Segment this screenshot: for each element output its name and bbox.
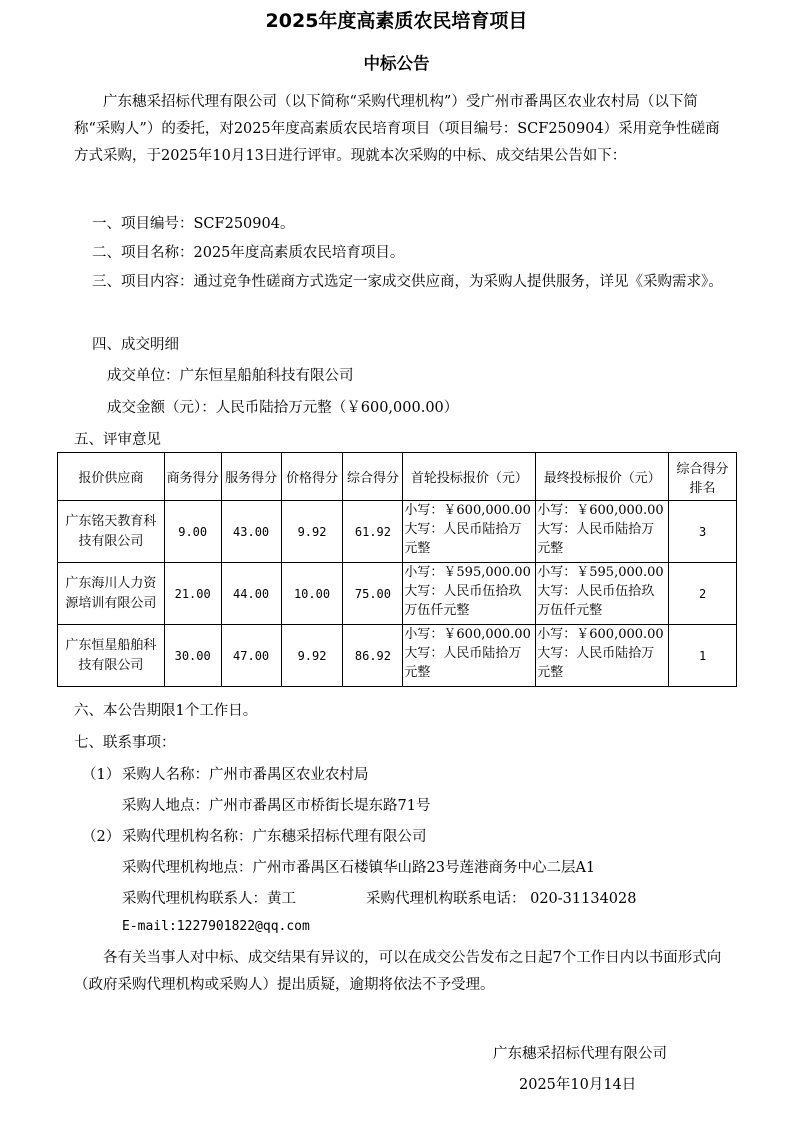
header-supplier: 报价供应商 — [58, 453, 165, 501]
final-bid-big: 大写：人民币陆拾万元整 — [537, 646, 655, 680]
objection-paragraph: 各有关当事人对中标、成交结果有异议的，可以在成交公告发布之日起7个工作日内以书面形式向（政府采购代理机构或采购人）提出质疑，逾期将依法不予受理。 — [74, 950, 722, 993]
rank-cell: 3 — [669, 501, 737, 563]
header-price-score: 价格得分 — [281, 453, 343, 501]
service-score-cell: 43.00 — [221, 501, 281, 563]
first-bid-small: 小写：￥595,000.00 — [404, 565, 531, 580]
table-row — [58, 625, 737, 687]
price-score-cell: 10.00 — [281, 563, 343, 625]
table-header-row — [58, 453, 737, 501]
section-evaluation: 五、评审意见 — [74, 432, 161, 448]
supplier-cell: 广东海川人力资源培训有限公司 — [58, 563, 165, 625]
section-notice-period: 六、本公告期限1个工作日。 — [74, 703, 258, 719]
contact-item-2-label: （2） — [82, 829, 121, 845]
evaluation-table — [57, 452, 737, 687]
deal-unit: 成交单位：广东恒星船舶科技有限公司 — [107, 368, 354, 384]
supplier-cell: 广东恒星船舶科技有限公司 — [58, 625, 165, 687]
final-bid-cell — [536, 501, 669, 563]
header-first-bid: 首轮投标报价（元） — [403, 453, 536, 501]
first-bid-cell — [403, 563, 536, 625]
table-row — [58, 563, 737, 625]
purchaser-name: 采购人名称：广州市番禺区农业农村局 — [122, 767, 369, 783]
final-bid-small: 小写：￥595,000.00 — [537, 565, 664, 580]
section-deal-details: 四、成交明细 — [92, 337, 179, 353]
business-score-cell: 30.00 — [164, 625, 221, 687]
agency-email: E-mail:1227901822@qq.com — [122, 919, 310, 934]
total-score-cell: 75.00 — [343, 563, 403, 625]
section-project-number: 一、项目编号：SCF250904。 — [92, 216, 295, 232]
first-bid-big: 大写：人民币陆拾万元整 — [404, 522, 522, 556]
price-score-cell: 9.92 — [281, 501, 343, 563]
final-bid-small: 小写：￥600,000.00 — [537, 503, 664, 518]
service-score-cell: 47.00 — [221, 625, 281, 687]
header-service-score: 服务得分 — [221, 453, 281, 501]
section-contact: 七、联系事项： — [74, 735, 176, 751]
intro-paragraph: 广东穗采招标代理有限公司（以下简称“采购代理机构”）受广州市番禺区农业农村局（以下简称“采购人”）的委托，对2025年度高素质农民培育项目（项目编号：SCF250904）采用竞争性磋商方式采购，于2025年10月13日进行评审。现就本次采购的中标、成交结果公告如下： — [74, 94, 720, 164]
document-subtitle: 中标公告 — [363, 54, 430, 73]
price-score-cell: 9.92 — [281, 625, 343, 687]
supplier-cell: 广东铭天教育科技有限公司 — [58, 501, 165, 563]
deal-amount: 成交金额（元）：人民币陆拾万元整（￥600,000.00） — [107, 400, 459, 416]
total-score-cell: 61.92 — [343, 501, 403, 563]
first-bid-cell — [403, 501, 536, 563]
rank-cell: 1 — [669, 625, 737, 687]
final-bid-cell — [536, 625, 669, 687]
first-bid-big: 大写：人民币伍拾玖万伍仟元整 — [404, 584, 522, 618]
business-score-cell: 9.00 — [164, 501, 221, 563]
document-title: 2025年度高素质农民培育项目 — [265, 10, 528, 32]
agency-address: 采购代理机构地点：广州市番禺区石楼镇华山路23号莲港商务中心二层A1 — [122, 860, 596, 876]
rank-cell: 2 — [669, 563, 737, 625]
business-score-cell: 21.00 — [164, 563, 221, 625]
contact-item-1-label: （1） — [82, 767, 121, 783]
header-rank: 综合得分排名 — [669, 453, 737, 501]
table-row — [58, 501, 737, 563]
signature-company: 广东穗采招标代理有限公司 — [493, 1046, 667, 1062]
header-final-bid: 最终投标报价（元） — [536, 453, 669, 501]
service-score-cell: 44.00 — [221, 563, 281, 625]
first-bid-big: 大写：人民币陆拾万元整 — [404, 646, 522, 680]
total-score-cell: 86.92 — [343, 625, 403, 687]
final-bid-cell — [536, 563, 669, 625]
agency-name: 采购代理机构名称：广东穗采招标代理有限公司 — [122, 829, 427, 845]
signature-date: 2025年10月14日 — [519, 1077, 637, 1093]
header-business-score: 商务得分 — [164, 453, 221, 501]
purchaser-address: 采购人地点：广州市番禺区市桥街长堤东路71号 — [122, 798, 431, 814]
section-project-content: 三、项目内容：通过竞争性磋商方式选定一家成交供应商，为采购人提供服务，详见《采购需求》。 — [92, 274, 723, 290]
agency-phone: 采购代理机构联系电话： 020-31134028 — [366, 891, 637, 907]
final-bid-small: 小写：￥600,000.00 — [537, 627, 664, 642]
final-bid-big: 大写：人民币伍拾玖万伍仟元整 — [537, 584, 655, 618]
header-total-score: 综合得分 — [343, 453, 403, 501]
first-bid-cell — [403, 625, 536, 687]
first-bid-small: 小写：￥600,000.00 — [404, 627, 531, 642]
section-project-name: 二、项目名称：2025年度高素质农民培育项目。 — [92, 245, 405, 261]
first-bid-small: 小写：￥600,000.00 — [404, 503, 531, 518]
final-bid-big: 大写：人民币陆拾万元整 — [537, 522, 655, 556]
agency-contact-person: 采购代理机构联系人：黄工 — [122, 891, 296, 907]
